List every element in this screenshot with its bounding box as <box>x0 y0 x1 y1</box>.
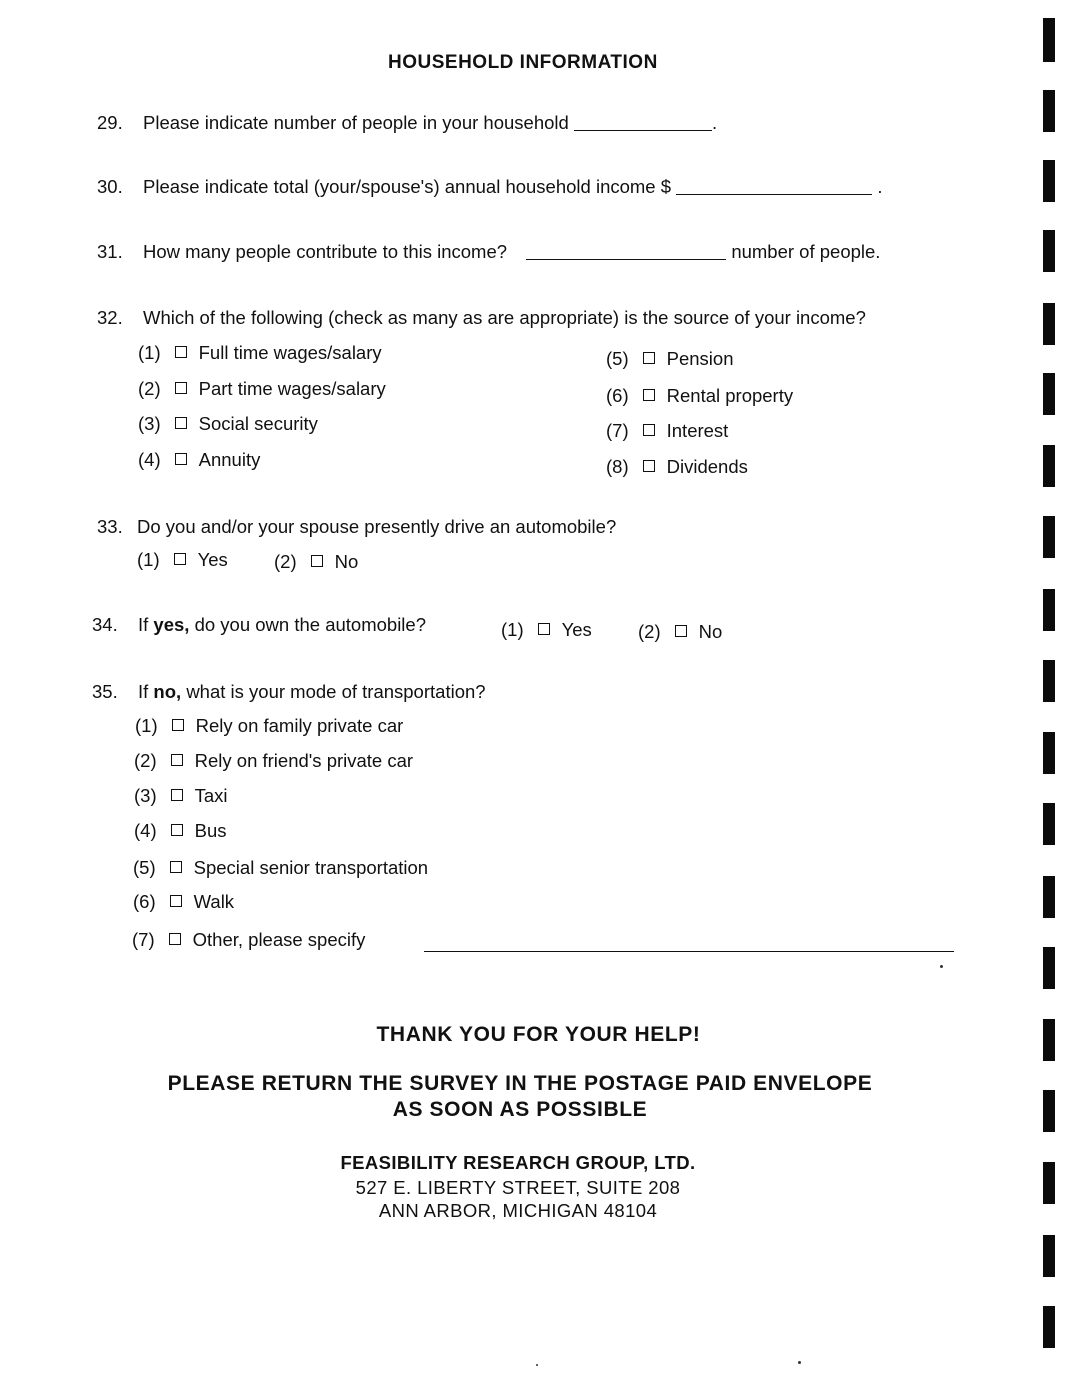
question-text: How many people contribute to this income? <box>143 241 508 262</box>
checkbox[interactable] <box>175 453 187 465</box>
transport-option-1 <box>135 715 403 737</box>
checkbox[interactable] <box>643 389 655 401</box>
binding-mark <box>1043 303 1055 345</box>
question-suffix: number of people. <box>731 241 881 262</box>
option-label: Yes <box>561 619 592 640</box>
option-number: (1) <box>138 342 161 363</box>
income-option-3 <box>138 413 318 435</box>
checkbox[interactable] <box>171 789 183 801</box>
option-label: Interest <box>666 420 729 441</box>
checkbox[interactable] <box>311 555 323 567</box>
checkbox[interactable] <box>675 625 687 637</box>
binding-mark <box>1043 1306 1055 1348</box>
checkbox[interactable] <box>170 895 182 907</box>
binding-mark <box>1043 18 1055 62</box>
option-number: (2) <box>638 621 661 642</box>
question-29 <box>97 112 717 134</box>
option-number: (8) <box>606 456 629 477</box>
binding-mark <box>1043 803 1055 845</box>
option-label: Annuity <box>198 449 261 470</box>
city-address: ANN ARBOR, MICHIGAN 48104 <box>378 1200 658 1221</box>
option-label: Rental property <box>666 385 794 406</box>
binding-mark <box>1043 589 1055 631</box>
binding-mark <box>1043 947 1055 989</box>
option-label: Pension <box>666 348 734 369</box>
option-label: Yes <box>197 549 228 570</box>
income-option-1 <box>138 342 382 364</box>
binding-mark <box>1043 732 1055 774</box>
street-address: 527 E. LIBERTY STREET, SUITE 208 <box>355 1177 681 1198</box>
option-label: No <box>334 551 359 572</box>
question-number: 33. <box>97 516 123 537</box>
binding-mark <box>1043 876 1055 918</box>
question-emphasis: no, <box>153 681 182 702</box>
checkbox[interactable] <box>643 352 655 364</box>
binding-mark <box>1043 445 1055 487</box>
question-text: Please indicate number of people in your household <box>143 112 569 133</box>
binding-mark <box>1043 1019 1055 1061</box>
question-33 <box>97 516 616 538</box>
question-31 <box>97 241 880 263</box>
transport-option-2 <box>134 750 413 772</box>
contributors-field[interactable] <box>526 259 726 260</box>
question-prefix: If <box>138 681 149 702</box>
question-number: 29. <box>97 112 123 133</box>
checkbox[interactable] <box>169 933 181 945</box>
checkbox[interactable] <box>174 553 186 565</box>
question-32 <box>97 307 866 329</box>
option-label: Rely on family private car <box>195 715 404 736</box>
option-number: (4) <box>138 449 161 470</box>
question-text: what is your mode of transportation? <box>186 681 486 702</box>
income-option-4 <box>138 449 260 471</box>
question-text: Which of the following (check as many as are appropriate) is the source of your income? <box>143 307 866 328</box>
binding-mark <box>1043 1090 1055 1132</box>
company-name: FEASIBILITY RESEARCH GROUP, LTD. <box>340 1152 696 1173</box>
option-number: (4) <box>134 820 157 841</box>
return-instruction-line-2: AS SOON AS POSSIBLE <box>392 1098 648 1121</box>
question-emphasis: yes, <box>153 614 190 635</box>
income-option-5 <box>606 348 733 370</box>
option-number: (7) <box>606 420 629 441</box>
income-option-7 <box>606 420 728 442</box>
option-number: (1) <box>501 619 524 640</box>
binding-mark <box>1043 660 1055 702</box>
option-number: (5) <box>133 857 156 878</box>
option-number: (2) <box>274 551 297 572</box>
option-label: Full time wages/salary <box>198 342 382 363</box>
question-number: 31. <box>97 241 123 262</box>
scan-speck <box>536 1364 538 1366</box>
option-label: Rely on friend's private car <box>194 750 414 771</box>
question-prefix: If <box>138 614 149 635</box>
period: . <box>877 176 883 197</box>
checkbox[interactable] <box>175 417 187 429</box>
question-number: 34. <box>92 614 118 635</box>
other-specify-field[interactable] <box>424 951 954 952</box>
question-text: do you own the automobile? <box>194 614 426 635</box>
option-number: (1) <box>135 715 158 736</box>
checkbox[interactable] <box>172 719 184 731</box>
option-number: (6) <box>606 385 629 406</box>
transport-option-6 <box>133 891 234 913</box>
section-title: HOUSEHOLD INFORMATION <box>388 52 658 73</box>
option-number: (2) <box>134 750 157 771</box>
transport-option-5 <box>133 857 428 879</box>
binding-mark <box>1043 90 1055 132</box>
binding-mark <box>1043 230 1055 272</box>
binding-mark <box>1043 1235 1055 1277</box>
question-30 <box>97 176 882 198</box>
question-number: 35. <box>92 681 118 702</box>
period: . <box>711 112 718 133</box>
option-number: (1) <box>137 549 160 570</box>
binding-mark <box>1043 160 1055 202</box>
scan-speck <box>940 965 943 968</box>
option-number: (3) <box>138 413 161 434</box>
option-label: Social security <box>198 413 318 434</box>
household-size-field[interactable] <box>574 130 712 131</box>
question-text: Please indicate total (your/spouse's) annual household income $ <box>143 176 672 197</box>
option-label: Taxi <box>194 785 228 806</box>
question-number: 30. <box>97 176 123 197</box>
option-label: No <box>698 621 723 642</box>
binding-mark <box>1043 373 1055 415</box>
transport-option-3 <box>134 785 228 807</box>
transport-option-4 <box>134 820 227 842</box>
option-number: (2) <box>138 378 161 399</box>
question-text: Do you and/or your spouse presently drive an automobile? <box>137 516 617 537</box>
checkbox[interactable] <box>171 754 183 766</box>
option-label: Walk <box>193 891 235 912</box>
question-35 <box>92 681 486 703</box>
option-number: (5) <box>606 348 629 369</box>
option-label: Other, please specify <box>192 929 366 950</box>
checkbox[interactable] <box>643 424 655 436</box>
binding-mark <box>1043 1162 1055 1204</box>
option-label: Dividends <box>666 456 748 477</box>
checkbox[interactable] <box>175 382 187 394</box>
income-option-6 <box>606 385 793 407</box>
transport-option-7 <box>132 929 365 951</box>
thank-you-heading: THANK YOU FOR YOUR HELP! <box>376 1023 701 1046</box>
option-number: (7) <box>132 929 155 950</box>
checkbox[interactable] <box>175 346 187 358</box>
household-income-field[interactable] <box>676 194 872 195</box>
question-34 <box>92 614 426 636</box>
checkbox[interactable] <box>170 861 182 873</box>
drive-option-yes <box>137 549 228 571</box>
binding-mark <box>1043 516 1055 558</box>
question-number: 32. <box>97 307 123 328</box>
checkbox[interactable] <box>171 824 183 836</box>
income-option-8 <box>606 456 748 478</box>
own-option-yes <box>501 619 592 641</box>
option-number: (3) <box>134 785 157 806</box>
option-label: Bus <box>194 820 227 841</box>
scan-speck <box>798 1361 801 1364</box>
return-instruction-line-1: PLEASE RETURN THE SURVEY IN THE POSTAGE PAID ENVELOPE <box>167 1072 873 1095</box>
option-label: Part time wages/salary <box>198 378 386 399</box>
own-option-no <box>638 621 722 643</box>
checkbox[interactable] <box>538 623 550 635</box>
checkbox[interactable] <box>643 460 655 472</box>
drive-option-no <box>274 551 358 573</box>
option-label: Special senior transportation <box>193 857 429 878</box>
income-option-2 <box>138 378 386 400</box>
option-number: (6) <box>133 891 156 912</box>
